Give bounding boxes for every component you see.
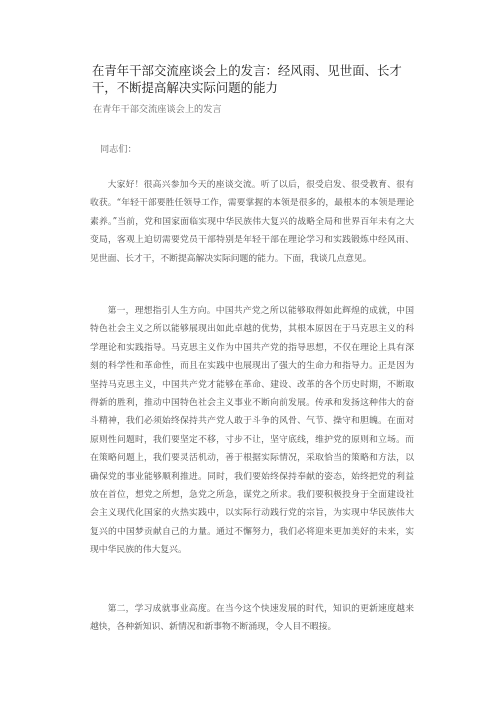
document-subtitle: 在青年干部交流座谈会上的发言 xyxy=(93,104,222,115)
document-title: 在青年干部交流座谈会上的发言：经风雨、见世面、长才干，不断提高解决实际问题的能力 xyxy=(92,63,402,95)
paragraph-second-point: 第二，学习成就事业高度。在当今这个快速发展的时代，知识的更新速度越来越快，各种新知识、新情况和新事物不断涌现，令人目不暇接。 xyxy=(90,604,414,633)
salutation: 同志们： xyxy=(100,144,137,155)
paragraph-first-point: 第一，理想指引人生方向。中国共产党之所以能够取得如此辉煌的成就，中国特色社会主义之所以能够展现出如此卓越的优势，其根本原因在于马克思主义的科学理论和实践指导。马克思主义作为中国共产党的指导思想，不仅在理论上具有深刻的科学性和革命性，而且在实践中也展现出了强大的生命力和指导力。正是因为坚持马克思主义，中国共产党才能够在革命、建设、改革的各个历史时期，不断取得新的胜利，推动中国特色社会主义事业不断向前发展。传承和发扬这种伟大的奋斗精神，我们必须始终保持共产党人敢于斗争的风骨、气节、操守和胆魄。在面对原则性问题时，我们要坚定不移，寸步不让，坚守底线，维护党的原则和立场。而在策略问题上，我们要灵活机动，善于根据实际情况，采取恰当的策略和方法，以确保党的事业能够顺利推进。同时，我们要始终保持奉献的姿态，始终把党的利益放在首位，想党之所想，急党之所急，谋党之所求。我们要积极投身于全面建设社会主义现代化国家的火热实践中，以实际行动践行党的宗旨，为实现中华民族伟大复兴的中国梦贡献自己的力量。通过不懈努力，我们必将迎来更加美好的未来，实现中华民族的伟大复兴。 xyxy=(90,306,414,556)
paragraph-intro: 大家好！很高兴参加今天的座谈交流。听了以后，很受启发、很受教育、很有收获。“年轻干部要胜任领导工作，需要掌握的本领是很多的，最根本的本领是理论素养。”当前，党和国家面临实现中华民族伟大复兴的战略全局和世界百年未有之大变局，客观上迫切需要党员干部特别是年轻干部在理论学习和实践锻炼中经风雨、见世面、长才干，不断提高解决实际问题的能力。下面，我谈几点意见。 xyxy=(90,180,414,264)
